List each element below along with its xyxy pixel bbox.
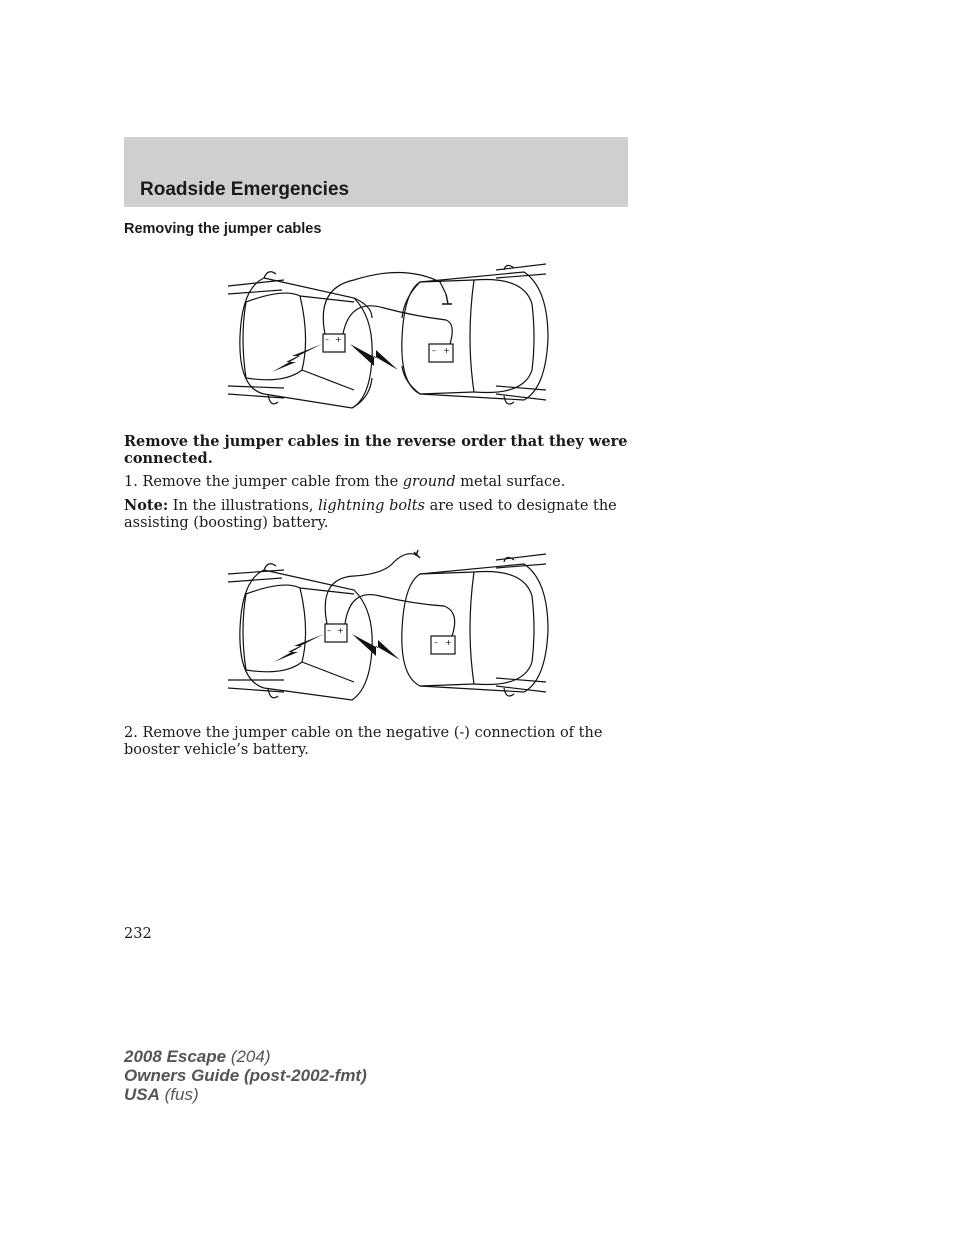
step-1-text-end: metal surface. bbox=[455, 474, 566, 490]
figure-jumper-cables-1 bbox=[224, 258, 554, 420]
step-1-text: 1. Remove the jumper cable from the bbox=[124, 474, 403, 490]
battery-positive-label: + bbox=[443, 346, 450, 355]
battery-negative-label: – bbox=[327, 626, 331, 635]
figure-jumper-cables-2 bbox=[224, 548, 554, 710]
footer-market-code: (fus) bbox=[159, 1085, 199, 1104]
instruction-bold: Remove the jumper cables in the reverse order that they were connected. bbox=[124, 433, 628, 467]
booster-car-illustration bbox=[402, 264, 548, 404]
battery-negative-label: – bbox=[432, 346, 436, 355]
document-footer bbox=[124, 1047, 367, 1104]
page-number: 232 bbox=[124, 926, 152, 942]
battery-negative-label: – bbox=[325, 335, 329, 344]
lightning-bolt-icon bbox=[352, 634, 400, 660]
battery-negative-label: – bbox=[434, 638, 438, 647]
note-label: Note: bbox=[124, 497, 169, 514]
step-2: 2. Remove the jumper cable on the negative (-) connection of the booster vehicle’s battery. bbox=[124, 725, 603, 758]
booster-car-illustration bbox=[402, 554, 548, 696]
footer-model: 2008 Escape bbox=[124, 1047, 227, 1066]
lightning-bolt-icon bbox=[272, 344, 322, 372]
assisted-car-illustration bbox=[228, 564, 372, 700]
step-1 bbox=[124, 474, 628, 491]
battery-positive-label: + bbox=[335, 335, 342, 344]
section-header-band bbox=[124, 137, 628, 207]
subheading: Removing the jumper cables bbox=[124, 221, 322, 237]
lightning-bolt-icon bbox=[350, 344, 398, 370]
note-text-end: are used to designate the assisting (boosting) battery. bbox=[124, 498, 617, 531]
section-title: Roadside Emergencies bbox=[140, 179, 350, 200]
note-emphasis: lightning bolts bbox=[318, 498, 425, 514]
note bbox=[124, 498, 628, 531]
assisted-car-illustration bbox=[228, 272, 372, 408]
note-text: In the illustrations, bbox=[168, 498, 319, 514]
lightning-bolt-icon bbox=[274, 634, 324, 662]
step-1-emphasis: ground bbox=[402, 474, 456, 490]
battery-positive-label: + bbox=[337, 626, 344, 635]
footer-guide: Owners Guide (post-2002-fmt) bbox=[124, 1066, 367, 1085]
footer-market: USA bbox=[124, 1085, 160, 1104]
battery-positive-label: + bbox=[445, 638, 452, 647]
footer-model-code: (204) bbox=[226, 1047, 271, 1066]
